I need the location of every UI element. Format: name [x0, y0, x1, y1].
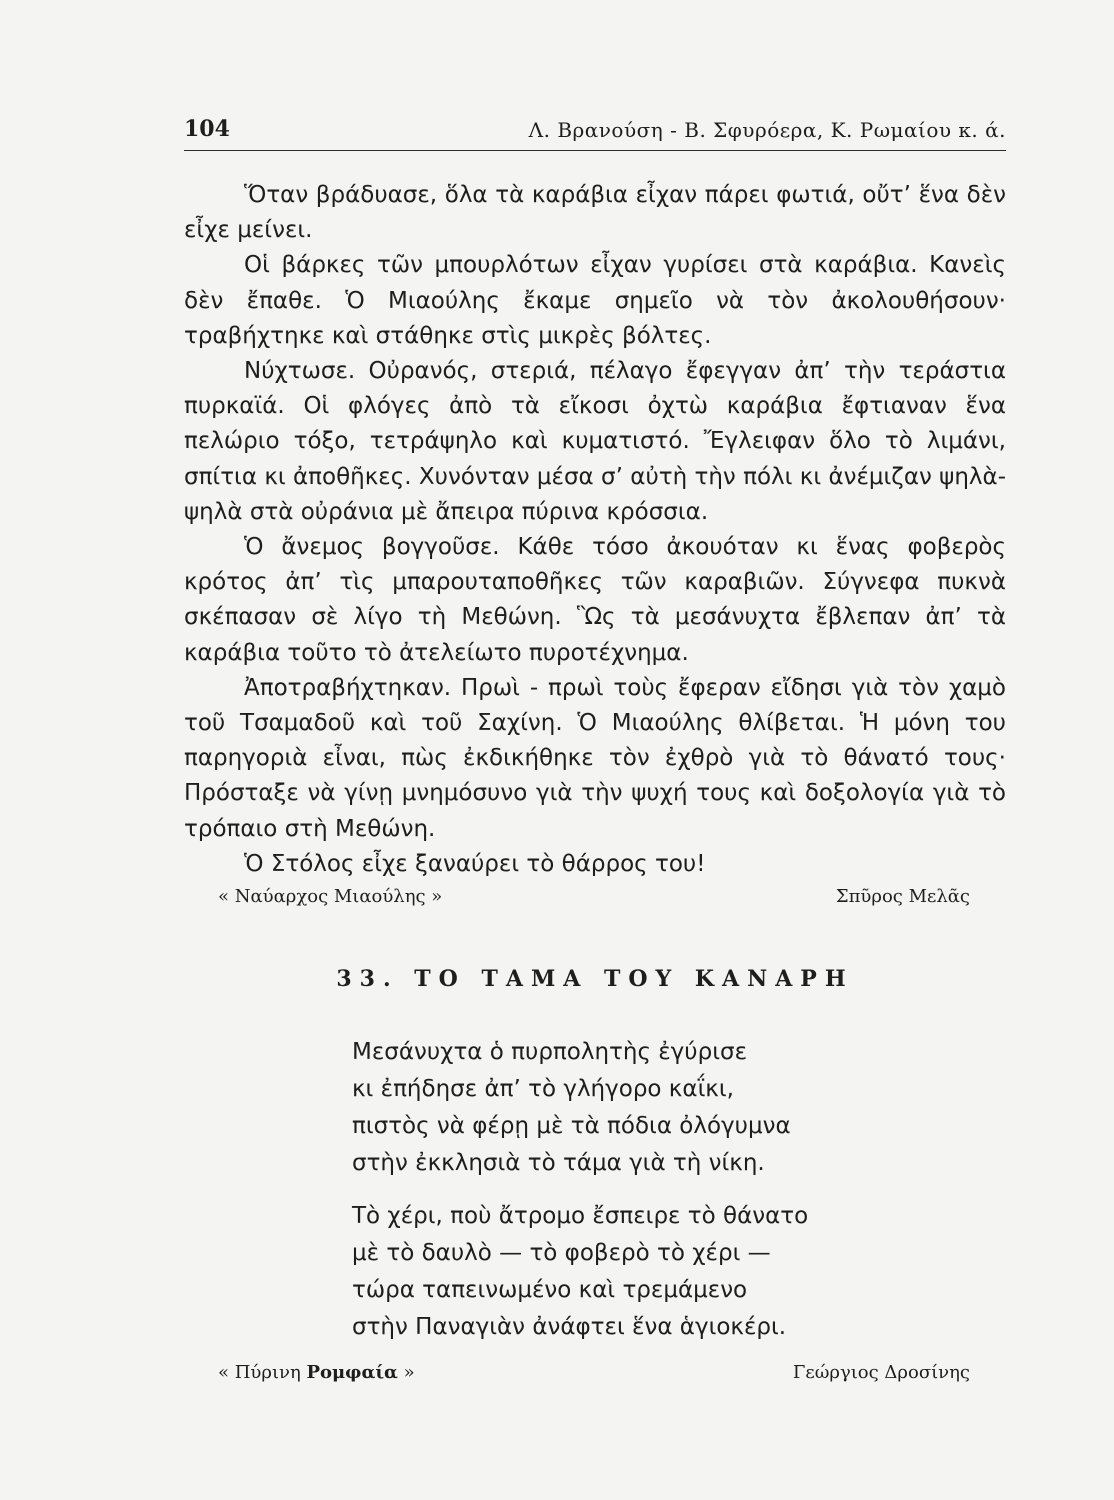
- poem-line: κι ἐπήδησε ἀπ’ τὸ γλήγορο καΐκι,: [352, 1076, 734, 1102]
- prose-excerpt: [184, 178, 1006, 882]
- poem-line: τώρα ταπεινωμένο καὶ τρεμάμενο: [352, 1277, 748, 1303]
- poem-line: Μεσάνυχτα ὁ πυρπολητὴς ἐγύρισε: [352, 1039, 747, 1065]
- excerpt-citation: [184, 886, 1006, 916]
- poem-citation: [184, 1362, 1006, 1392]
- section-title: 33. ΤΟ ΤΑΜΑ ΤΟΥ ΚΑΝΑΡΗ: [336, 966, 854, 992]
- poem-line: πιστὸς νὰ φέρῃ μὲ τὰ πόδια ὀλόγυμνα: [352, 1113, 791, 1139]
- citation-source-suffix: »: [397, 1362, 415, 1383]
- citation-source-prefix: « Πύρινη: [218, 1362, 307, 1383]
- header-rule: [184, 150, 1006, 151]
- citation-source: [218, 1362, 415, 1383]
- running-head: Λ. Βρανούση - Β. Σφυρόερα, Κ. Ρωμαίου κ. ά.: [528, 118, 1006, 142]
- paragraph: Ὅταν βράδυασε, ὅλα τὰ καράβια εἶχαν πάρει φωτιά, οὔτ’ ἕνα δὲν εἶχε μείνει.: [184, 182, 1006, 244]
- page-header: [184, 116, 1006, 150]
- paragraph: Οἱ βάρκες τῶν μπουρλότων εἶχαν γυρίσει στὰ καράβια. Κανεὶς δὲν ἔπαθε. Ὁ Μιαούλης ἔκαμε σημεῖο νὰ τὸν ἀκολουθήσουν· τραβήχτηκε καὶ στάθηκε στὶς μικρὲς βόλτες.: [184, 252, 1006, 349]
- paragraph: Ὁ Στόλος εἶχε ξαναύρει τὸ θάρρος του!: [244, 850, 706, 877]
- poem-line: στὴν Παναγιὰν ἀνάφτει ἕνα ἁγιοκέρι.: [352, 1314, 787, 1340]
- paragraph: Νύχτωσε. Οὐρανός, στεριά, πέλαγο ἔφεγγαν ἀπ’ τὴν τεράστια πυρκαϊά. Οἱ φλόγες ἀπὸ τὰ εἴκοσι ὀχτὼ καράβια ἔφτιαναν ἕνα πελώριο τόξο, τετράψηλο καὶ κυματιστό. Ἔγλειφαν ὅλο τὸ λιμάνι, σπίτια κι ἀποθῆκες. Χυνόνταν μέσα σ’ αὐτὴ τὴν πόλι κι ἀνέμιζαν ψηλὰ-ψηλὰ στὰ οὐράνια μὲ ἄπειρα πύρινα κρόσσια.: [184, 358, 1006, 525]
- poem-line: μὲ τὸ δαυλὸ — τὸ φοβερὸ τὸ χέρι —: [352, 1240, 771, 1266]
- citation-author: Σπῦρος Μελᾶς: [835, 886, 970, 907]
- paragraph: Ἀποτραβήχτηκαν. Πρωὶ - πρωὶ τοὺς ἔφεραν εἴδησι γιὰ τὸν χαμὸ τοῦ Τσαμαδοῦ καὶ τοῦ Σαχίνη. Ὁ Μιαούλης θλίβεται. Ἡ μόνη του παρηγοριὰ εἶναι, πὼς ἐκδικήθηκε τὸν ἐχθρὸ γιὰ τὸ θάνατό τους· Πρόσταξε νὰ γίνῃ μνημόσυνο γιὰ τὴν ψυχή τους καὶ δοξολογία γιὰ τὸ τρόπαιο στὴ Μεθώνη.: [184, 674, 1006, 842]
- citation-source-bold: Ρομφαία: [306, 1362, 398, 1383]
- citation-author: Γεώργιος Δροσίνης: [792, 1362, 970, 1383]
- paragraph: Ὁ ἄνεμος βογγοῦσε. Κάθε τόσο ἀκουόταν κι ἕνας φοβερὸς κρότος ἀπ’ τὶς μπαρουταποθῆκες τῶν καραβιῶν. Σύγνεφα πυκνὰ σκέπασαν σὲ λίγο τὴ Μεθώνη. Ὣς τὰ μεσάνυχτα ἔβλεπαν ἀπ’ τὰ καράβια τοῦτο τὸ ἀτελείωτο πυροτέχνημα.: [184, 534, 1006, 666]
- citation-source: « Ναύαρχος Μιαούλης »: [218, 886, 443, 907]
- poem-stanza-2: [352, 1198, 872, 1346]
- poem-stanza-1: [352, 1034, 872, 1182]
- poem-line: Τὸ χέρι, ποὺ ἄτρομο ἔσπειρε τὸ θάνατο: [352, 1203, 809, 1229]
- page-number: 104: [184, 116, 230, 142]
- poem-line: στὴν ἐκκλησιὰ τὸ τάμα γιὰ τὴ νίκη.: [352, 1150, 765, 1176]
